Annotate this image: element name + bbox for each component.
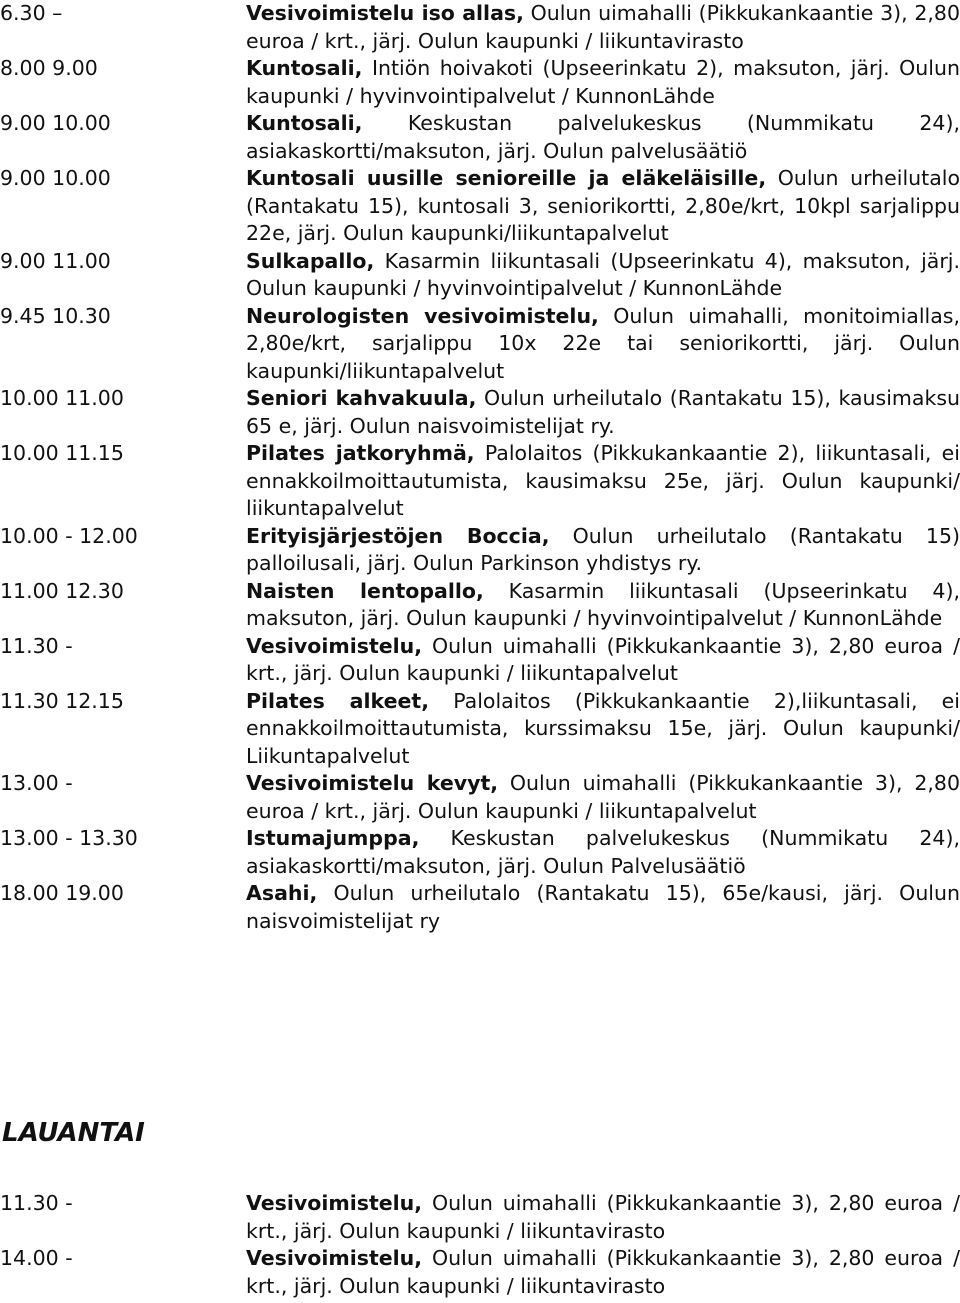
- entry-details: Oulun uimahalli (Pikkukankaantie 3), 2,80 euroa / krt., järj. Oulun kaupunki / liikuntavirasto: [246, 1, 960, 53]
- entry-description: [246, 825, 960, 880]
- entry-details: Oulun urheilutalo (Rantakatu 15), kuntosali 3, seniorikortti, 2,80e/krt, 10kpl sarjalippu 22e, järj. Oulun kaupunki/liikuntapalvelut: [246, 166, 960, 245]
- entry-description: [246, 0, 960, 55]
- entry-description: [246, 1245, 960, 1300]
- schedule-entry: [0, 248, 960, 303]
- entry-time: 9.45 10.30: [0, 303, 111, 328]
- entry-time: 6.30 –: [0, 1, 63, 25]
- entry-title: Neurologisten vesivoimistelu,: [246, 303, 599, 328]
- section-heading-saturday: LAUANTAI: [2, 1118, 145, 1148]
- entry-title: Asahi,: [246, 881, 318, 905]
- entry-details: Keskustan palvelukeskus (Nummikatu 24), asiakaskortti/maksuton, järj. Oulun palvelusäätiö: [246, 111, 960, 163]
- entry-description: [246, 1190, 960, 1245]
- schedule-entry: [0, 578, 960, 633]
- entry-details: Oulun urheilutalo (Rantakatu 15) palloilusali, järj. Oulun Parkinson yhdistys ry.: [246, 523, 960, 575]
- entry-details: Palolaitos (Pikkukankaantie 2), liikuntasali, ei ennakkoilmoittautumista, kausimaksu 25e, järj. Oulun kaupunki/ liikuntapalvelut: [246, 441, 960, 520]
- schedule-entry: [0, 385, 960, 440]
- entry-time: 13.00 -: [0, 771, 73, 795]
- entry-details: Oulun uimahalli (Pikkukankaantie 3), 2,80 euroa / krt., järj. Oulun kaupunki / liikuntavirasto: [246, 1191, 960, 1243]
- entry-description: [246, 688, 960, 771]
- entry-description: [246, 523, 960, 578]
- entry-time: 9.00 10.00: [0, 111, 111, 135]
- entry-title: Kuntosali,: [246, 56, 363, 80]
- entry-time: 14.00 -: [0, 1246, 73, 1270]
- entry-details: Oulun uimahalli (Pikkukankaantie 3), 2,80 euroa / krt., järj. Oulun kaupunki / liikuntavirasto: [246, 1246, 960, 1298]
- entry-title: Vesivoimistelu,: [246, 1246, 423, 1270]
- entry-title: Kuntosali,: [246, 111, 363, 135]
- entry-title: Vesivoimistelu iso allas,: [246, 1, 524, 25]
- entry-details: Oulun urheilutalo (Rantakatu 15), 65e/kausi, järj. Oulun naisvoimistelijat ry: [246, 881, 960, 933]
- entry-description: [246, 578, 960, 633]
- entry-details: Kasarmin liikuntasali (Upseerinkatu 4), maksuton, järj. Oulun kaupunki / hyvinvointipalvelut / KunnonLähde: [246, 248, 960, 300]
- entry-description: [246, 55, 960, 110]
- entry-title: Istumajumppa,: [246, 826, 420, 850]
- schedule-entry: [0, 0, 960, 55]
- entry-description: [246, 440, 960, 523]
- entry-description: [246, 385, 960, 440]
- schedule-entry: [0, 110, 960, 165]
- entry-time: 13.00 - 13.30: [0, 826, 138, 850]
- entry-time: 18.00 19.00: [0, 881, 124, 905]
- entry-description: [246, 110, 960, 165]
- entry-description: [246, 165, 960, 248]
- entry-title: Seniori kahvakuula,: [246, 386, 477, 410]
- entry-title: Vesivoimistelu,: [246, 633, 423, 658]
- entry-title: Pilates jatkoryhmä,: [246, 441, 475, 465]
- entry-description: [246, 303, 960, 386]
- entry-title: Vesivoimistelu,: [246, 1191, 423, 1215]
- entry-description: [246, 770, 960, 825]
- entry-details: Kasarmin liikuntasali (Upseerinkatu 4), maksuton, järj. Oulun kaupunki / hyvinvointipalvelut / KunnonLähde: [246, 578, 960, 630]
- entry-details: Palolaitos (Pikkukankaantie 2),liikuntasali, ei ennakkoilmoittautumista, kurssimaksu 15e, järj. Oulun kaupunki/ Liikuntapalvelut: [246, 688, 960, 768]
- schedule-entry: [0, 1190, 960, 1245]
- entry-time: 8.00 9.00: [0, 56, 98, 80]
- saturday-schedule: [0, 1190, 960, 1300]
- entry-details: Intiön hoivakoti (Upseerinkatu 2), maksuton, järj. Oulun kaupunki / hyvinvointipalvelut / KunnonLähde: [246, 56, 960, 108]
- entry-time: 10.00 11.15: [0, 441, 124, 465]
- schedule-entry: [0, 523, 960, 578]
- entry-time: 10.00 - 12.00: [0, 523, 138, 548]
- schedule-entry: [0, 440, 960, 523]
- entry-details: Oulun uimahalli (Pikkukankaantie 3), 2,80 euroa / krt., järj. Oulun kaupunki / liikuntapalvelut: [246, 771, 960, 823]
- entry-details: Oulun uimahalli, monitoimiallas, 2,80e/krt, sarjalippu 10x 22e tai seniorikortti, järj. Oulun kaupunki/liikuntapalvelut: [246, 303, 960, 383]
- entry-time: 9.00 11.00: [0, 248, 111, 273]
- entry-description: [246, 633, 960, 688]
- entry-time: 11.30 -: [0, 1191, 73, 1215]
- entry-details: Oulun urheilutalo (Rantakatu 15), kausimaksu 65 e, järj. Oulun naisvoimistelijat ry.: [246, 386, 960, 438]
- schedule-entry: [0, 633, 960, 688]
- schedule-entry: [0, 770, 960, 825]
- schedule-entry: [0, 688, 960, 771]
- entry-time: 11.00 12.30: [0, 578, 124, 603]
- schedule-entry: [0, 55, 960, 110]
- entry-title: Naisten lentopallo,: [246, 578, 484, 603]
- entry-time: 11.30 -: [0, 633, 73, 658]
- schedule-entry: [0, 165, 960, 248]
- entry-time: 11.30 12.15: [0, 688, 124, 713]
- entry-time: 10.00 11.00: [0, 386, 124, 410]
- schedule-entry: [0, 880, 960, 935]
- entry-description: [246, 248, 960, 303]
- entry-title: Vesivoimistelu kevyt,: [246, 771, 499, 795]
- entry-details: Oulun uimahalli (Pikkukankaantie 3), 2,80 euroa / krt., järj. Oulun kaupunki / liikuntapalvelut: [246, 633, 960, 685]
- entry-details: Keskustan palvelukeskus (Nummikatu 24), asiakaskortti/maksuton, järj. Oulun Palvelusäätiö: [246, 826, 960, 878]
- entry-title: Sulkapallo,: [246, 248, 375, 273]
- schedule-entry: [0, 825, 960, 880]
- entry-title: Erityisjärjestöjen Boccia,: [246, 523, 550, 548]
- entry-title: Pilates alkeet,: [246, 688, 429, 713]
- entry-time: 9.00 10.00: [0, 166, 111, 190]
- schedule-entry: [0, 303, 960, 386]
- entry-title: Kuntosali uusille senioreille ja eläkeläisille,: [246, 166, 767, 190]
- schedule-entry: [0, 1245, 960, 1300]
- entry-description: [246, 880, 960, 935]
